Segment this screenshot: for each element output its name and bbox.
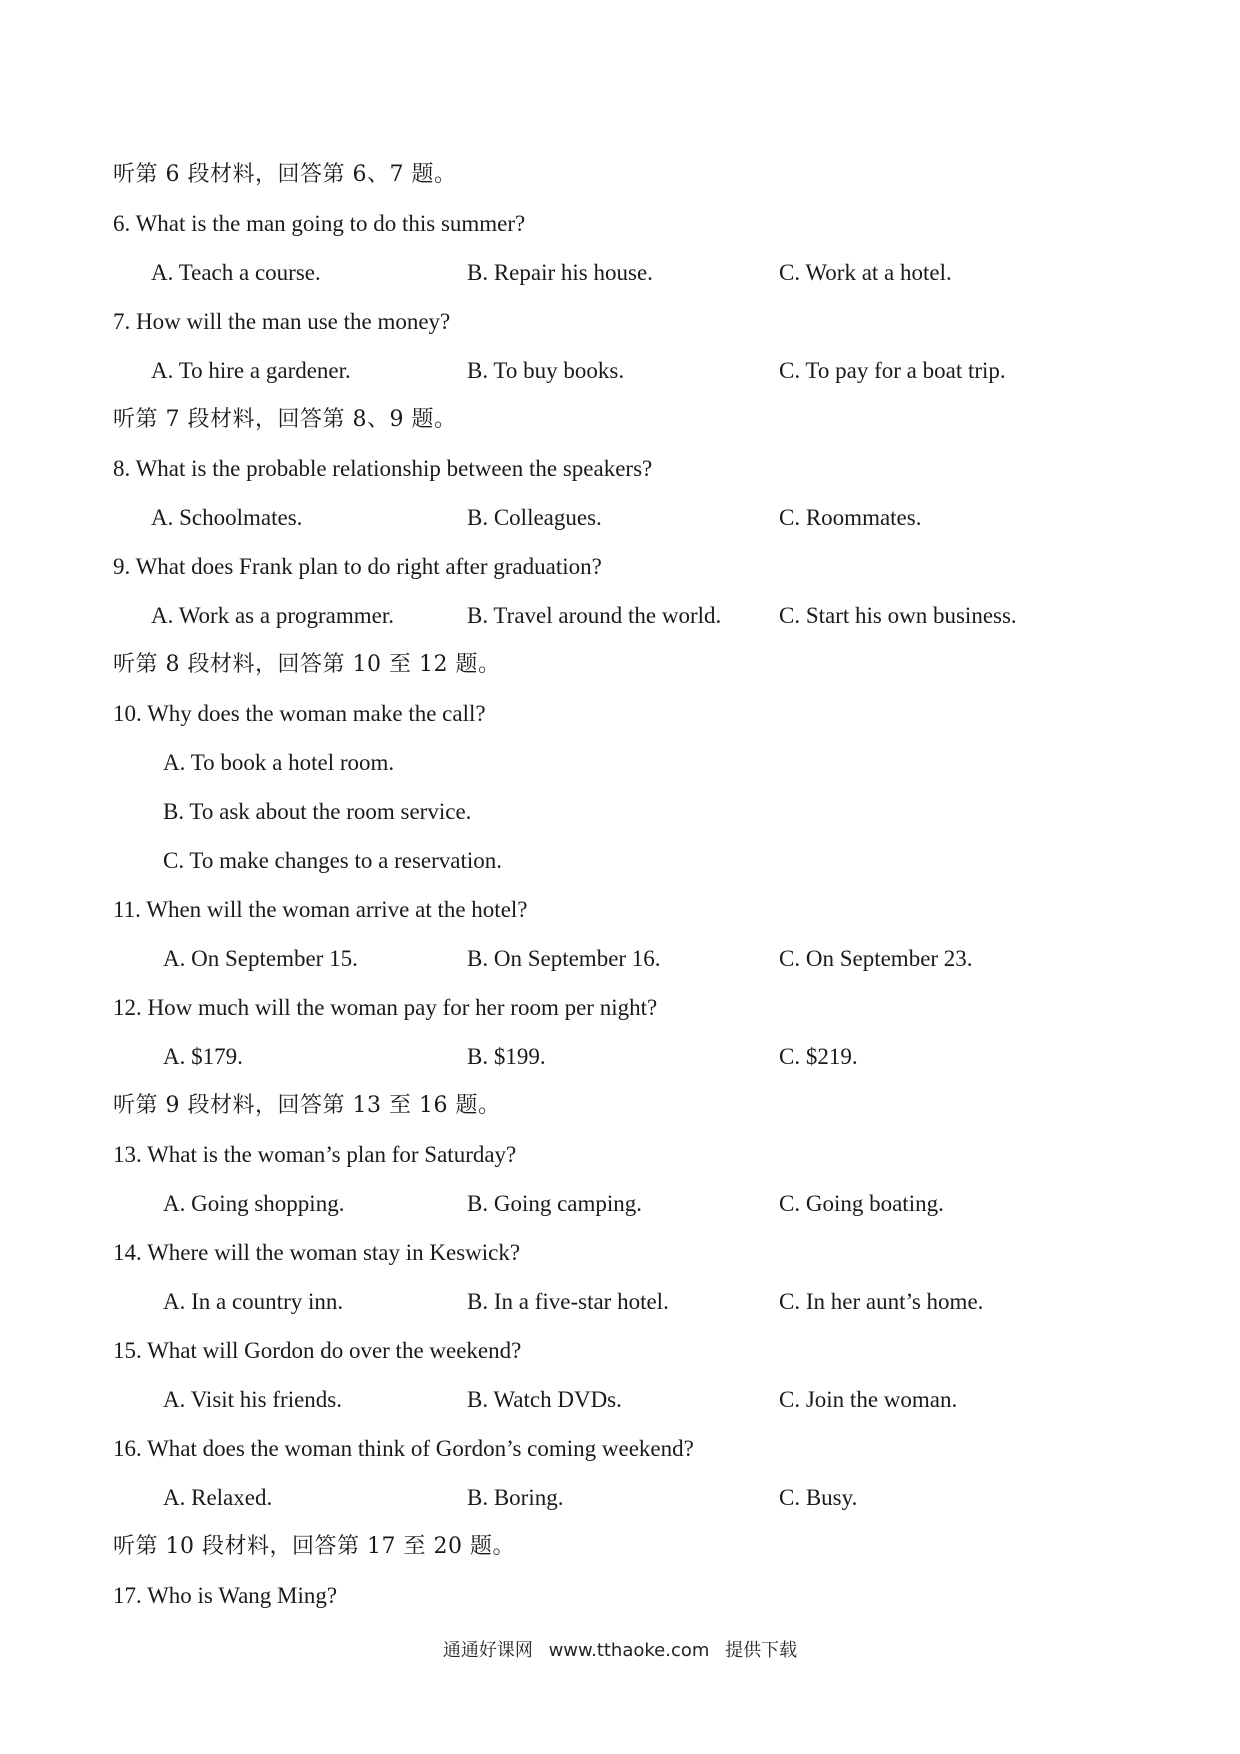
option-11a: A. On September 15. (163, 946, 358, 971)
option-6b: B. Repair his house. (467, 260, 653, 285)
option-9b: B. Travel around the world. (467, 603, 722, 628)
question-17: 17. Who is Wang Ming? (113, 1583, 338, 1608)
section-heading-6: 听第 6 段材料，回答第 6、7 题。 (113, 162, 457, 187)
option-10c: C. To make changes to a reservation. (163, 848, 503, 873)
options-q9 (113, 591, 1123, 640)
option-9a: A. Work as a programmer. (151, 603, 394, 628)
option-14a: A. In a country inn. (163, 1289, 344, 1314)
question-14: 14. Where will the woman stay in Keswick? (113, 1240, 521, 1265)
footer-suffix: 提供下载 (725, 1640, 798, 1661)
question-12: 12. How much will the woman pay for her room per night? (113, 995, 658, 1020)
options-q15 (113, 1375, 1123, 1424)
option-7c: C. To pay for a boat trip. (779, 358, 1006, 383)
option-11c: C. On September 23. (779, 946, 973, 971)
option-10a: A. To book a hotel room. (163, 750, 395, 775)
option-6c: C. Work at a hotel. (779, 260, 952, 285)
options-q13 (113, 1179, 1123, 1228)
option-15b: B. Watch DVDs. (467, 1387, 622, 1412)
options-q16 (113, 1473, 1123, 1522)
options-q12 (113, 1032, 1123, 1081)
option-13b: B. Going camping. (467, 1191, 643, 1216)
question-13: 13. What is the woman’s plan for Saturday? (113, 1142, 517, 1167)
question-10: 10. Why does the woman make the call? (113, 701, 486, 726)
option-12a: A. $179. (163, 1044, 243, 1069)
option-12b: B. $199. (467, 1044, 546, 1069)
section-heading-10: 听第 10 段材料，回答第 17 至 20 题。 (113, 1534, 515, 1559)
option-8c: C. Roommates. (779, 505, 922, 530)
options-q6 (113, 248, 1123, 297)
options-q8 (113, 493, 1123, 542)
question-8: 8. What is the probable relationship between the speakers? (113, 456, 653, 481)
section-heading-8: 听第 8 段材料，回答第 10 至 12 题。 (113, 652, 501, 677)
option-10b: B. To ask about the room service. (163, 799, 472, 824)
question-6: 6. What is the man going to do this summer? (113, 211, 526, 236)
listening-questions (113, 150, 1123, 1620)
page-footer (0, 1636, 1240, 1662)
option-9c: C. Start his own business. (779, 603, 1017, 628)
option-13c: C. Going boating. (779, 1191, 944, 1216)
option-8b: B. Colleagues. (467, 505, 602, 530)
question-7: 7. How will the man use the money? (113, 309, 451, 334)
option-14c: C. In her aunt’s home. (779, 1289, 984, 1314)
section-heading-7: 听第 7 段材料，回答第 8、9 题。 (113, 407, 457, 432)
option-7a: A. To hire a gardener. (151, 358, 351, 383)
option-14b: B. In a five-star hotel. (467, 1289, 669, 1314)
option-6a: A. Teach a course. (151, 260, 321, 285)
footer-site-name: 通通好课网 (442, 1640, 533, 1661)
question-11: 11. When will the woman arrive at the hotel? (113, 897, 528, 922)
option-16b: B. Boring. (467, 1485, 564, 1510)
option-15c: C. Join the woman. (779, 1387, 958, 1412)
options-q11 (113, 934, 1123, 983)
option-16a: A. Relaxed. (163, 1485, 273, 1510)
section-heading-9: 听第 9 段材料，回答第 13 至 16 题。 (113, 1093, 501, 1118)
options-q14 (113, 1277, 1123, 1326)
option-12c: C. $219. (779, 1044, 858, 1069)
question-16: 16. What does the woman think of Gordon’s coming weekend? (113, 1436, 694, 1461)
option-7b: B. To buy books. (467, 358, 625, 383)
option-15a: A. Visit his friends. (163, 1387, 343, 1412)
question-9: 9. What does Frank plan to do right after graduation? (113, 554, 602, 579)
option-16c: C. Busy. (779, 1485, 858, 1510)
question-15: 15. What will Gordon do over the weekend? (113, 1338, 522, 1363)
footer-url: www.tthaoke.com (548, 1640, 710, 1661)
option-13a: A. Going shopping. (163, 1191, 345, 1216)
options-q7 (113, 346, 1123, 395)
option-8a: A. Schoolmates. (151, 505, 303, 530)
option-11b: B. On September 16. (467, 946, 661, 971)
